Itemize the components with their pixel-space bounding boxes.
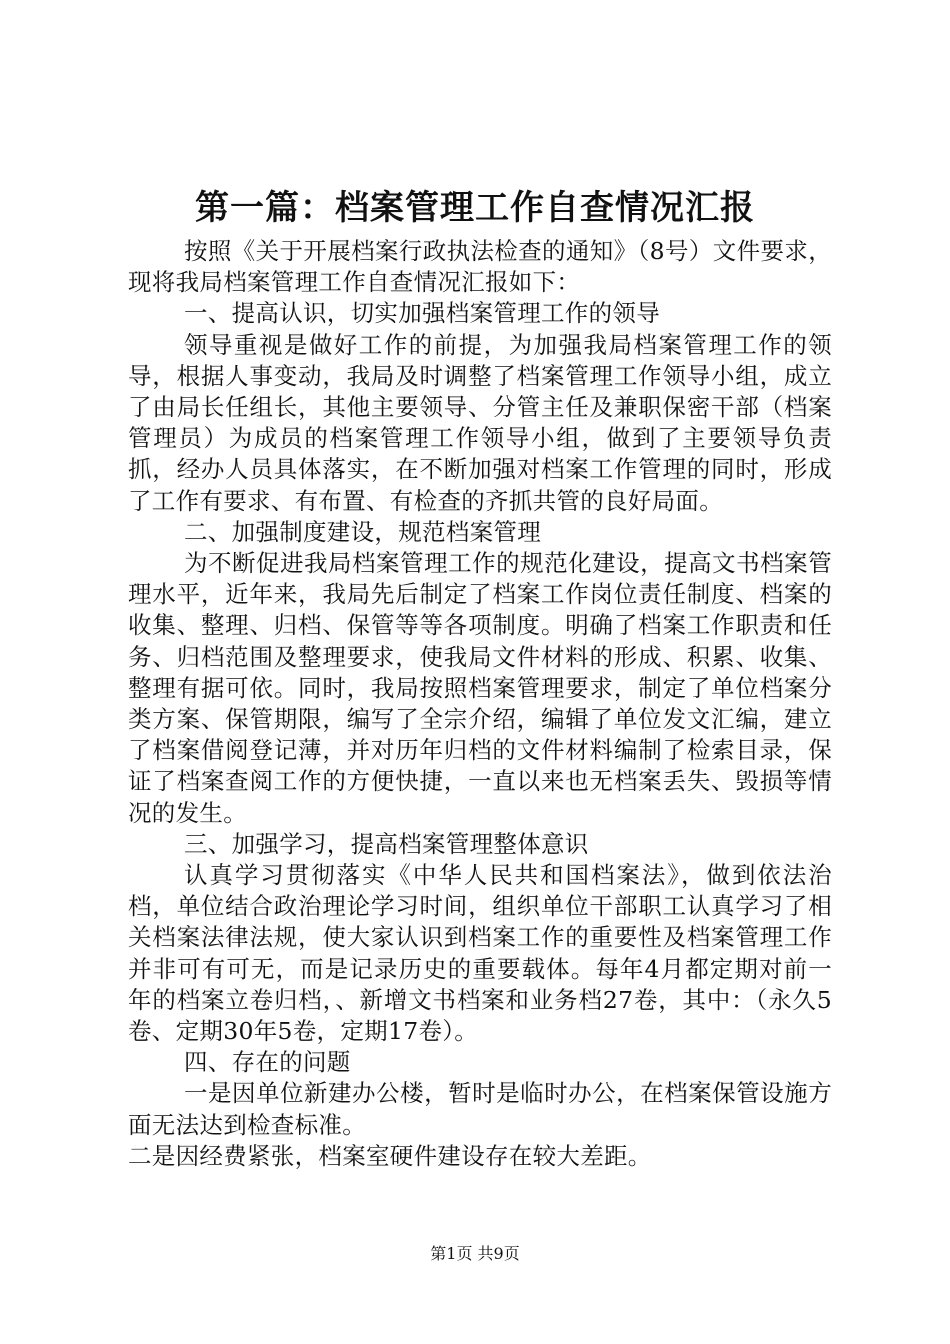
section-heading-3: 三、加强学习，提高档案管理整体意识 xyxy=(184,829,589,858)
section-heading-1: 一、提高认识，切实加强档案管理工作的领导 xyxy=(184,299,660,328)
page-number-footer: 第1页 共9页 xyxy=(430,1244,520,1263)
section-3-paragraph: 认真学习贯彻落实《中华人民共和国档案法》，做到依法治档，单位结合政治理论学习时间，组织单位干部职工认真学习了相关档案法律法规，使大家认识到档案工作的重要性及档案管理工作并非可有可无，而是记录历史的重要载体。每年4月都定期对前一年的档案立卷归档，、新增文书档案和业务档27卷，其中：（永久5卷、定期30年5卷，定期17卷）。 xyxy=(128,861,832,1046)
page-title: 第一篇：档案管理工作自查情况汇报 xyxy=(195,188,755,228)
intro-paragraph: 按照《关于开展档案行政执法检查的通知》（8号）文件要求，现将我局档案管理工作自查情况汇报如下： xyxy=(128,237,832,297)
section-heading-2: 二、加强制度建设，规范档案管理 xyxy=(184,517,541,546)
section-1-paragraph: 领导重视是做好工作的前提，为加强我局档案管理工作的领导，根据人事变动，我局及时调整了档案管理工作领导小组，成立了由局长任组长，其他主要领导、分管主任及兼职保密干部（档案管理员）为成员的档案管理工作领导小组，做到了主要领导负责抓，经办人员具体落实，在不断加强对档案工作管理的同时，形成了工作有要求、有布置、有检查的齐抓共管的良好局面。 xyxy=(128,330,832,515)
section-heading-4: 四、存在的问题 xyxy=(184,1048,351,1077)
document-body xyxy=(128,236,832,1172)
section-2-paragraph: 为不断促进我局档案管理工作的规范化建设，提高文书档案管理水平，近年来，我局先后制定了档案工作岗位责任制度、档案的收集、整理、归档、保管等等各项制度。明确了档案工作职责和任务、归档范围及整理要求，使我局文件材料的形成、积累、收集、整理有据可依。同时，我局按照档案管理要求，制定了单位档案分类方案、保管期限，编写了全宗介绍，编辑了单位发文汇编，建立了档案借阅登记薄，并对历年归档的文件材料编制了检索目录，保证了档案查阅工作的方便快捷，一直以来也无档案丢失、毁损等情况的发生。 xyxy=(128,549,832,827)
issue-1-paragraph: 一是因单位新建办公楼，暂时是临时办公，在档案保管设施方面无法达到检查标准。 xyxy=(128,1079,832,1139)
issue-2-paragraph: 二是因经费紧张，档案室硬件建设存在较大差距。 xyxy=(128,1141,652,1170)
